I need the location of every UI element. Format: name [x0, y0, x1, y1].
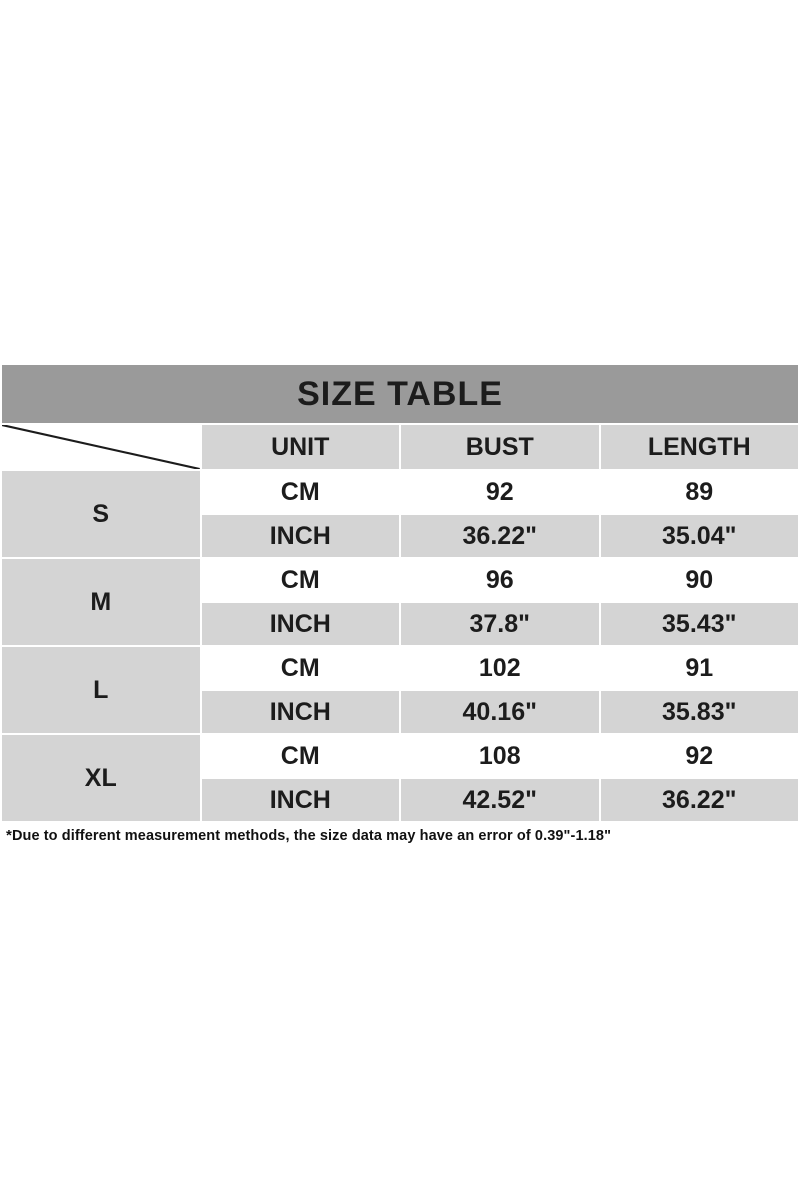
cell-unit: CM: [201, 558, 401, 602]
column-header-bust: BUST: [400, 424, 600, 470]
cell-length: 35.43": [600, 602, 800, 646]
cell-length: 89: [600, 470, 800, 514]
cell-length: 36.22": [600, 778, 800, 822]
column-header-length: LENGTH: [600, 424, 800, 470]
size-label-xl: XL: [1, 734, 201, 822]
cell-bust: 102: [400, 646, 600, 690]
cell-bust: 96: [400, 558, 600, 602]
size-label-m: M: [1, 558, 201, 646]
measurement-disclaimer: [0, 823, 800, 852]
cell-unit: INCH: [201, 690, 401, 734]
table-row: [1, 646, 799, 690]
note-text: Due to different measurement methods, the size data may have an error of 0.39"-1.18": [11, 828, 612, 844]
cell-length: 91: [600, 646, 800, 690]
table-header-row: [1, 424, 799, 470]
table-title-row: [1, 364, 799, 424]
cell-unit: INCH: [201, 778, 401, 822]
size-table-container: [0, 363, 800, 852]
cell-bust: 36.22": [400, 514, 600, 558]
size-label-l: L: [1, 646, 201, 734]
cell-bust: 37.8": [400, 602, 600, 646]
size-table: [0, 363, 800, 823]
column-header-unit: UNIT: [201, 424, 401, 470]
cell-length: 35.83": [600, 690, 800, 734]
size-label-s: S: [1, 470, 201, 558]
note-marker: *: [6, 827, 12, 844]
cell-bust: 42.52": [400, 778, 600, 822]
table-row: [1, 470, 799, 514]
cell-bust: 92: [400, 470, 600, 514]
cell-bust: 40.16": [400, 690, 600, 734]
cell-length: 92: [600, 734, 800, 778]
cell-unit: INCH: [201, 602, 401, 646]
table-row: [1, 558, 799, 602]
table-row: [1, 734, 799, 778]
cell-length: 35.04": [600, 514, 800, 558]
cell-bust: 108: [400, 734, 600, 778]
cell-unit: CM: [201, 470, 401, 514]
page-title: SIZE TABLE: [1, 364, 799, 424]
cell-unit: CM: [201, 646, 401, 690]
cell-unit: CM: [201, 734, 401, 778]
corner-diagonal-cell: [1, 424, 201, 470]
cell-length: 90: [600, 558, 800, 602]
diagonal-slash-icon: [2, 425, 200, 469]
cell-unit: INCH: [201, 514, 401, 558]
